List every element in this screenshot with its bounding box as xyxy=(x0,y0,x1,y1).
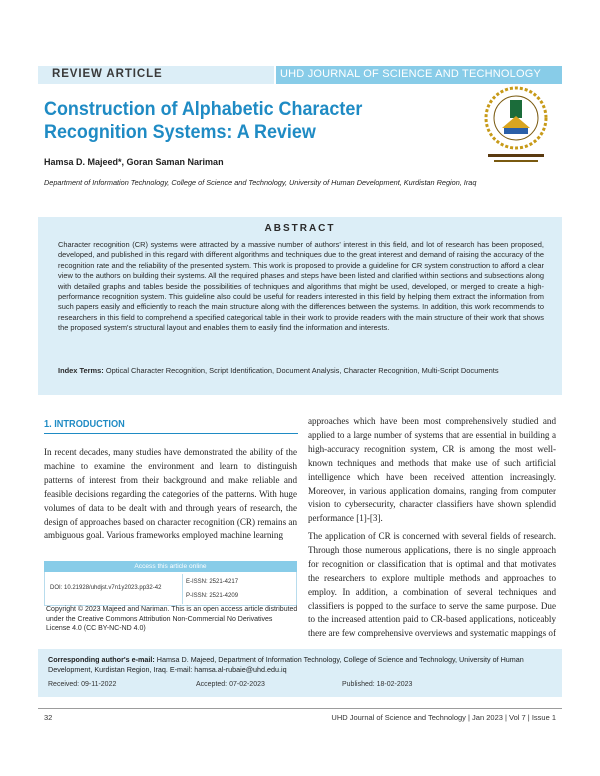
correspondence-details: Hamsa D. Majeed, Department of Information Technology, College of Science and Technology, University of Human Development, Kurdistan Region, Iraq. E-mail: hamsa.al-rubaie@uhd.edu.iq xyxy=(48,655,524,675)
index-terms-values: Optical Character Recognition, Script Identification, Document Analysis, Character Recognition, Multi-Script Documents xyxy=(105,366,499,375)
doi-link[interactable]: DOI: 10.21928/uhdjst.v7n1y2023.pp32-42 xyxy=(50,585,162,591)
introduction-rule xyxy=(44,433,298,434)
affiliation: Department of Information Technology, College of Science and Technology, University of Human Development, Kurdistan Region, Iraq xyxy=(44,178,477,187)
index-terms-label: Index Terms: xyxy=(58,366,104,375)
access-heading: Access this article online xyxy=(44,561,297,572)
introduction-heading: 1. INTRODUCTION xyxy=(44,419,125,430)
access-divider xyxy=(182,574,183,604)
intro-column-2-paragraph-2: The application of CR is concerned with several fields of research. Through those numerous applications, there is no single approach for recognition or classification that is optimal and that motivates the researchers to explore multiple methods and approaches to employ. In addition, a combination of several techniques and classifiers is popped to the surface to serve the same purpose. Due to the increased attention paid to CR-based applications, noticeably there are few comprehensive overviews and systematic mappings of xyxy=(308,531,556,639)
footer-journal-info: UHD Journal of Science and Technology | Jan 2023 | Vol 7 | Issue 1 xyxy=(331,713,556,722)
abstract-text: Character recognition (CR) systems were attracted by a massive number of authors' interest in this field, and lot of research has been proposed, developed, and published in this regard with different algorithms and techniques due to the great interest and demand of raising the accuracy of the recognition rate and the reliability of the presented system. This work is proposed to provide a guideline for CR system construction to afford a clear view to the authors on building their systems. All the required phases and steps have been listed and clarified within sections and subsections along with detailed graphs and tables beside the possibilities of techniques and algorithms that might be used, developed, or merged to create a high-performance recognition system. This guideline also could be useful for readers interested in this field by helping them extract the information from such papers easily and efficiently to reach the main structure along with the differences between the systems. In addition, this work recommends to researchers in this field to comprehend a specified categorical table in their work to provide readers with the main structure of their work that shows the proposed system's structural layout and enables them to easily find the information and interests. xyxy=(58,240,544,333)
correspondence-text xyxy=(48,655,553,676)
article-type-label: REVIEW ARTICLE xyxy=(52,68,163,80)
page-number: 32 xyxy=(44,713,53,722)
accepted-date: Accepted: 07-02-2023 xyxy=(196,681,265,688)
correspondence-label: Corresponding author's e-mail: xyxy=(48,655,155,664)
journal-name-label: UHD JOURNAL OF SCIENCE AND TECHNOLOGY xyxy=(280,68,542,80)
abstract-heading: ABSTRACT xyxy=(264,223,336,234)
paper-title: Construction of Alphabetic Character Recognition Systems: A Review xyxy=(44,98,363,143)
eissn: E-ISSN: 2521-4217 xyxy=(186,579,239,585)
received-date: Received: 09-11-2022 xyxy=(48,681,117,688)
intro-column-2-paragraph-1: approaches which have been most comprehensively studied and applied to a large number of systems that are essential in building a high-accuracy recognition system, CR is among the most well-known techniques and methods that make use of such artificial intelligence which have been received attention increasingly. Moreover, in various application domains, ranging from computer vision to cybersecurity, character classifiers have shown splendid performance [1]-[3]. xyxy=(308,416,556,524)
footer-rule xyxy=(38,708,562,709)
published-date: Published: 18-02-2023 xyxy=(342,681,413,688)
university-logo xyxy=(476,80,556,172)
index-terms xyxy=(58,366,544,376)
pissn: P-ISSN: 2521-4209 xyxy=(186,593,239,599)
copyright-notice: Copyright © 2023 Majeed and Nariman. This is an open access article distributed under the Creative Commons Attribution Non-Commercial No Derivatives License 4.0 (CC BY-NC-ND 4.0) xyxy=(46,606,298,633)
authors: Hamsa D. Majeed*, Goran Saman Nariman xyxy=(44,157,224,167)
intro-column-1: In recent decades, many studies have demonstrated the ability of the machine to examine the environment and learn to distinguish patterns of interest from their background and make reliable and feasible decisions regarding the categories of the patterns. With huge volumes of data to be dealt with and through years of research, the design of approaches based on character recognition (CR) remains an ambiguous goal. Various frameworks employed machine learning xyxy=(44,447,297,541)
